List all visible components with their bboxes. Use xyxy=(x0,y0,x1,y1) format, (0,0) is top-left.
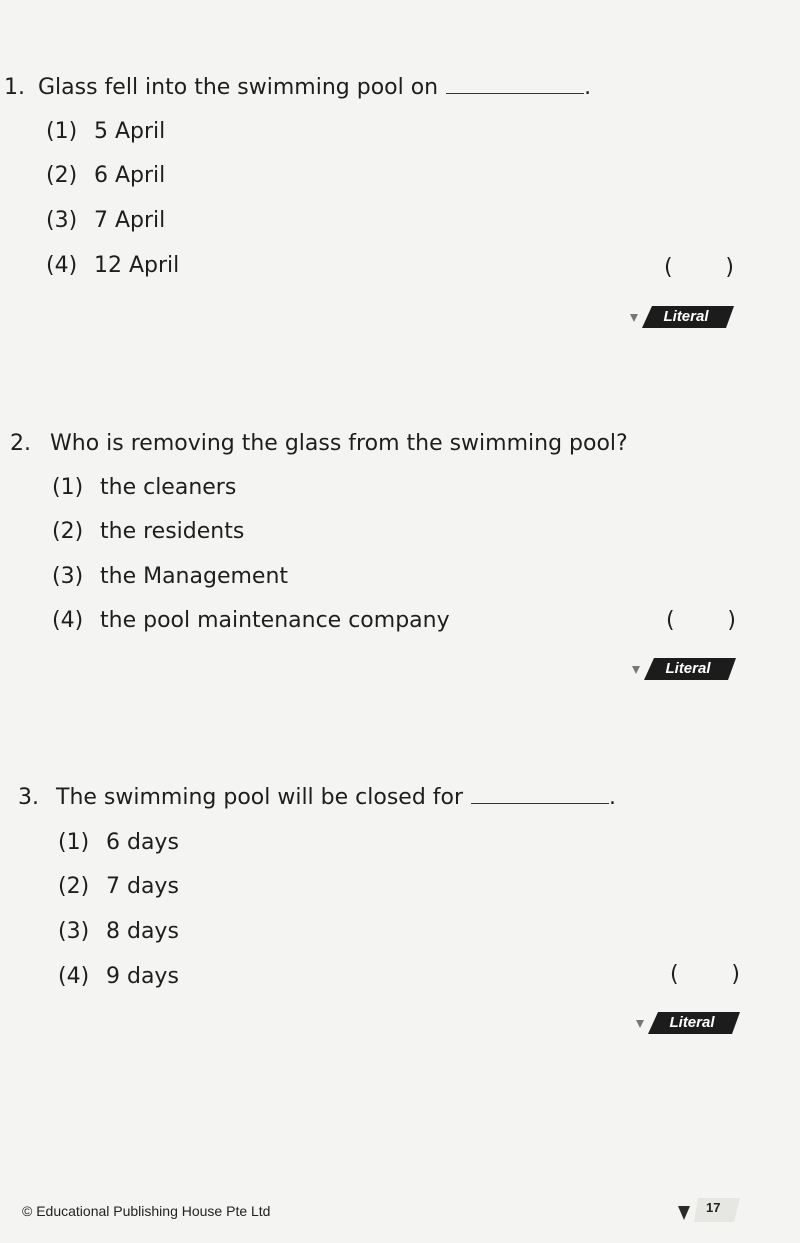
option-number: (3) xyxy=(46,208,78,233)
answer-blank[interactable] xyxy=(471,785,609,804)
option-text: the residents xyxy=(100,519,245,544)
option-number: (3) xyxy=(52,564,84,589)
question-text: Who is removing the glass from the swimming pool? xyxy=(50,431,628,456)
option-text: 7 April xyxy=(94,208,166,233)
answer-open-paren: ( xyxy=(670,962,679,987)
copyright-text: © Educational Publishing House Pte Ltd xyxy=(22,1203,271,1219)
tag-label: Literal xyxy=(663,308,709,325)
answer-box[interactable] xyxy=(664,254,734,282)
option-number: (3) xyxy=(58,919,90,944)
answer-close-paren: ) xyxy=(727,608,736,633)
option-text: 6 days xyxy=(106,830,179,855)
option-number: (1) xyxy=(46,119,78,144)
option-3 xyxy=(46,207,165,235)
option-2 xyxy=(58,873,179,901)
answer-open-paren: ( xyxy=(664,255,673,280)
option-1 xyxy=(58,829,179,857)
question-number: 2. xyxy=(10,431,31,456)
option-number: (2) xyxy=(52,519,84,544)
question-stem xyxy=(4,74,591,102)
option-number: (4) xyxy=(52,608,84,633)
answer-box[interactable] xyxy=(670,961,740,989)
option-text: 9 days xyxy=(106,964,179,989)
option-number: (4) xyxy=(46,253,78,278)
tag-arrow-icon xyxy=(630,314,638,322)
question-number: 3. xyxy=(18,785,39,810)
option-number: (4) xyxy=(58,964,90,989)
tag-arrow-icon xyxy=(632,666,640,674)
question-number: 1. xyxy=(4,75,25,100)
option-text: the Management xyxy=(100,564,289,589)
option-1 xyxy=(46,118,165,146)
option-4 xyxy=(58,963,179,991)
page-number: 17 xyxy=(706,1200,721,1215)
answer-close-paren: ) xyxy=(725,255,734,280)
question-text: The swimming pool will be closed for xyxy=(56,785,464,810)
question-text: Glass fell into the swimming pool on xyxy=(38,75,439,100)
option-number: (1) xyxy=(52,475,84,500)
answer-open-paren: ( xyxy=(666,608,675,633)
option-3 xyxy=(58,918,179,946)
tag-label: Literal xyxy=(669,1014,715,1031)
answer-blank[interactable] xyxy=(446,75,584,94)
question-stem xyxy=(10,430,628,458)
option-text: the cleaners xyxy=(100,475,237,500)
answer-close-paren: ) xyxy=(731,962,740,987)
option-number: (1) xyxy=(58,830,90,855)
option-1 xyxy=(52,474,236,502)
end-punct: . xyxy=(609,785,617,810)
question-stem xyxy=(18,784,616,812)
option-3 xyxy=(52,563,288,591)
answer-box[interactable] xyxy=(666,607,736,635)
literal-tag xyxy=(630,658,736,680)
literal-tag xyxy=(628,306,734,328)
option-text: 6 April xyxy=(94,163,166,188)
option-text: 12 April xyxy=(94,253,180,278)
page-arrow-icon xyxy=(678,1206,690,1220)
option-text: the pool maintenance company xyxy=(100,608,450,633)
end-punct: . xyxy=(584,75,592,100)
option-4 xyxy=(52,607,450,635)
option-2 xyxy=(46,162,165,190)
option-text: 8 days xyxy=(106,919,179,944)
option-text: 5 April xyxy=(94,119,166,144)
tag-label: Literal xyxy=(665,660,711,677)
literal-tag xyxy=(634,1012,740,1034)
option-number: (2) xyxy=(58,874,90,899)
option-2 xyxy=(52,518,244,546)
option-4 xyxy=(46,252,179,280)
tag-arrow-icon xyxy=(636,1020,644,1028)
page-number-badge xyxy=(674,1196,740,1226)
option-text: 7 days xyxy=(106,874,179,899)
option-number: (2) xyxy=(46,163,78,188)
